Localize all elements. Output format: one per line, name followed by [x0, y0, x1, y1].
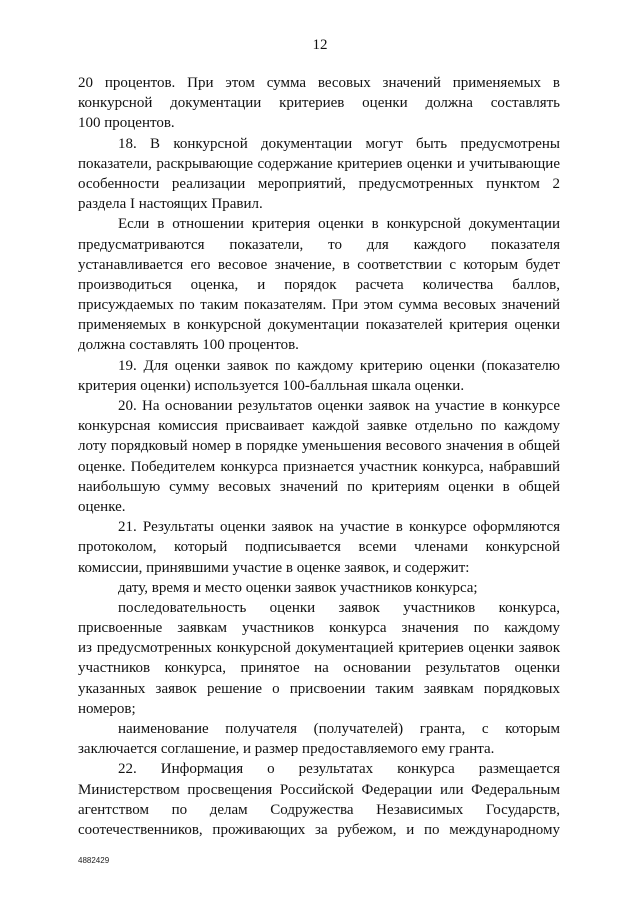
text-line: присвоенные заявкам участников конкурса значения по каждому	[78, 620, 560, 637]
text-line: применяемых в конкурсной документации показателей критерия оценки	[78, 317, 560, 334]
text-line: присуждаемых по таким показателям. При этом сумма весовых значений	[78, 297, 560, 314]
document-body	[78, 73, 560, 840]
text-line: критерия оценки) используется 100-балльная шкала оценки.	[78, 377, 465, 394]
text-line: конкурсной документации критериев оценки должна составлять	[78, 95, 560, 112]
text-line: протоколом, который подписывается всеми членами конкурсной	[78, 539, 560, 556]
text-line: указанных заявок решение о присвоении таким заявкам порядковых	[78, 680, 560, 697]
text-line: номеров;	[78, 700, 136, 717]
text-line: особенности реализации мероприятий, предусмотренных пунктом 2	[78, 175, 560, 192]
text-line: Если в отношении критерия оценки в конкурсной документации	[118, 216, 560, 233]
text-line: оценке.	[78, 498, 126, 515]
text-line: показатели, раскрывающие содержание критериев оценки и учитывающие	[78, 155, 560, 172]
text-line: оценке. Победителем конкурса признается участник конкурса, набравший	[78, 458, 560, 475]
text-line: 100 процентов.	[78, 115, 175, 132]
text-line: из предусмотренных конкурсной документацией критериев оценки заявок	[78, 640, 560, 657]
text-line: 20. На основании результатов оценки заявок на участие в конкурсе	[118, 398, 560, 414]
text-line: Министерством просвещения Российской Федерации или Федеральным	[78, 781, 560, 798]
text-line: 21. Результаты оценки заявок на участие в конкурсе оформляются	[118, 519, 560, 536]
text-line: дату, время и место оценки заявок участников конкурса;	[118, 579, 478, 596]
text-line: конкурсная комиссия присваивает каждой заявке отдельно по каждому	[78, 418, 560, 435]
text-line: заключается соглашение, и размер предоставляемого ему гранта.	[78, 741, 495, 758]
text-line: участников конкурса, принятое на основании результатов оценки	[78, 660, 560, 677]
text-line: наибольшую сумму весовых значений по критериям оценки в общей	[78, 478, 560, 495]
text-line: последовательность оценки заявок участников конкурса,	[118, 599, 560, 616]
text-line: раздела I настоящих Правил.	[78, 196, 263, 213]
text-line: предусматриваются показатели, то для каждого показателя	[78, 236, 560, 253]
text-line: должна составлять 100 процентов.	[78, 337, 299, 354]
text-line: комиссии, принявшими участие в оценке заявок, и содержит:	[78, 559, 470, 576]
text-line: устанавливается его весовое значение, в соответствии с которым будет	[78, 256, 560, 273]
page-number: 12	[312, 37, 328, 53]
document-code: 4882429	[78, 856, 110, 865]
text-line: наименование получателя (получателей) гранта, с которым	[118, 721, 560, 737]
text-line: агентством по делам Содружества Независимых Государств,	[78, 801, 560, 818]
text-line: 22. Информация о результатах конкурса размещается	[118, 761, 560, 778]
text-line: 20 процентов. При этом сумма весовых значений применяемых в	[78, 75, 560, 91]
text-line: 19. Для оценки заявок по каждому критерию оценки (показателю	[118, 357, 560, 374]
text-line: лоту порядковый номер в порядке уменьшения весового значения в общей	[78, 438, 560, 455]
text-line: соотечественников, проживающих за рубежом, и по международному	[78, 821, 560, 838]
text-line: производиться оценка, и порядок расчета количества баллов,	[78, 276, 560, 293]
text-line: 18. В конкурсной документации могут быть предусмотрены	[118, 135, 560, 152]
